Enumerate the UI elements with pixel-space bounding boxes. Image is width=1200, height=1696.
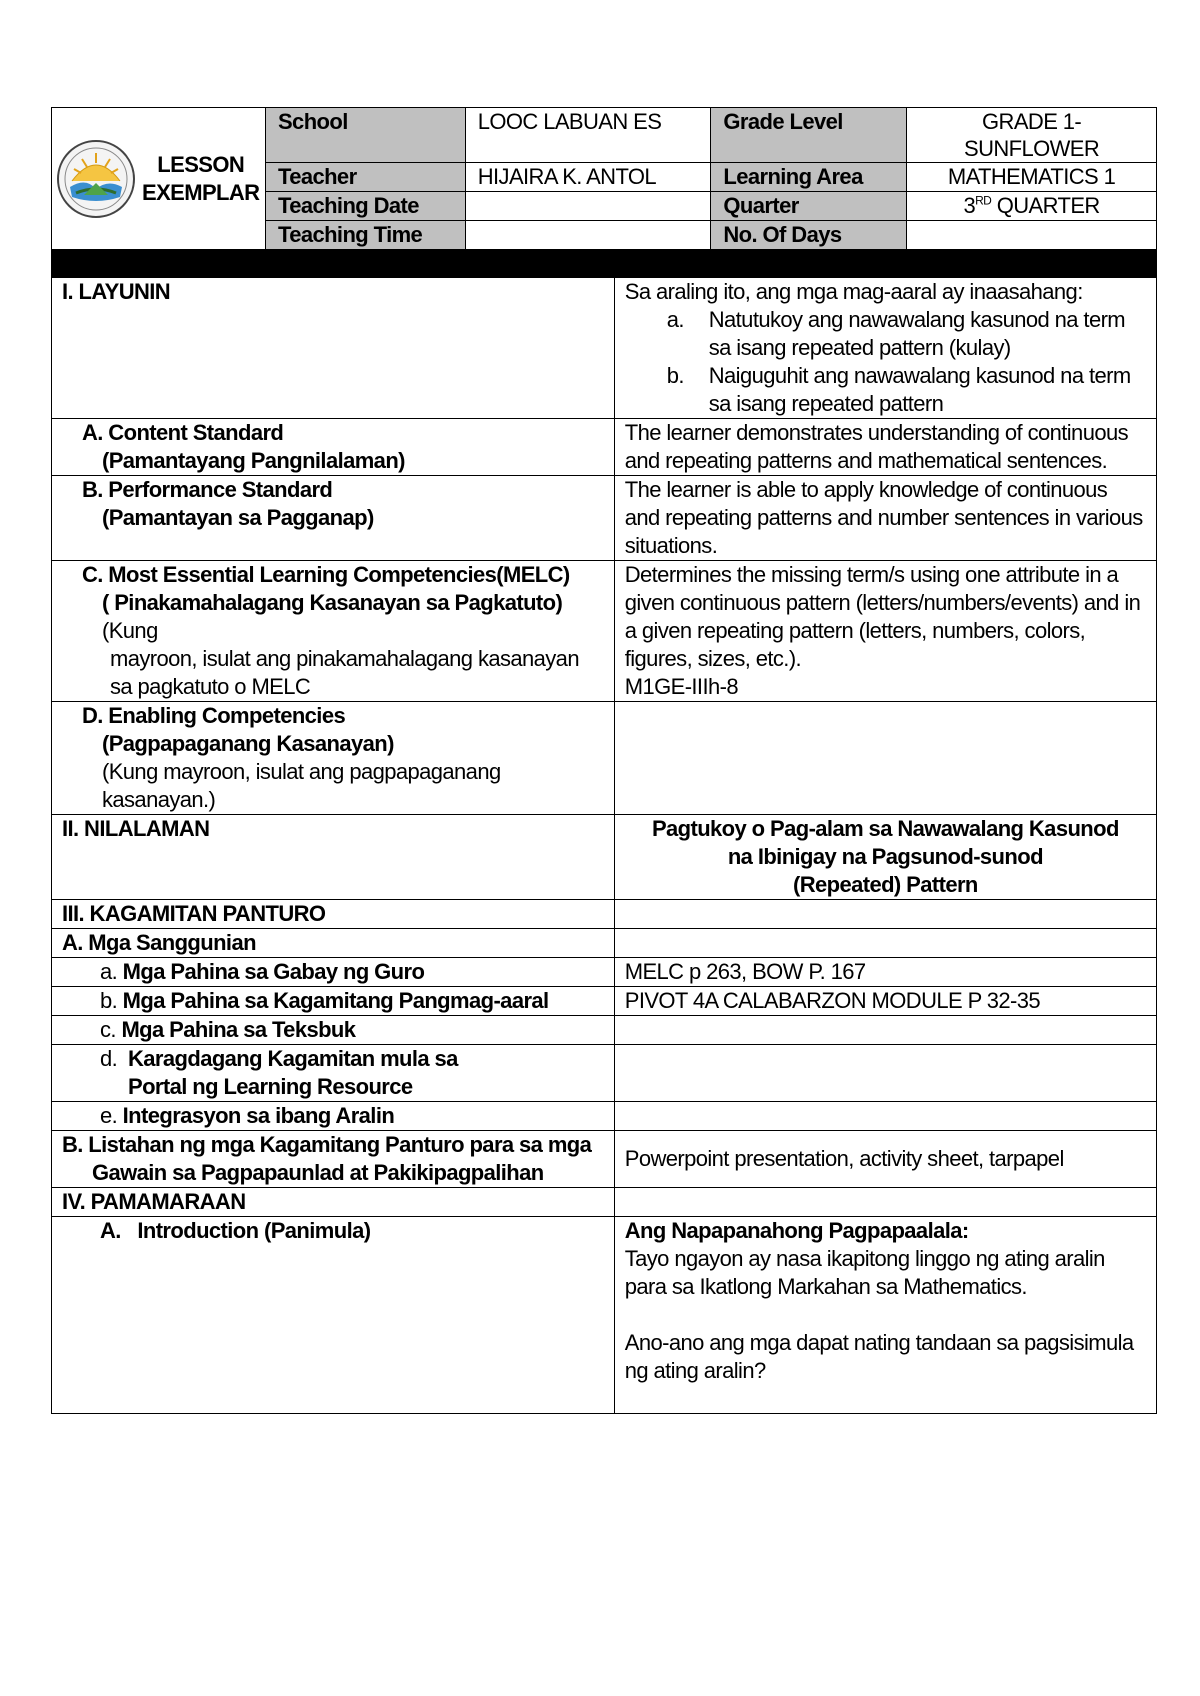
grade-level-label: Grade Level (711, 108, 907, 163)
performance-standard-value: The learner is able to apply knowledge of continuous and repeating patterns and number sentences in various situations. (614, 476, 1156, 561)
enabling-value (614, 702, 1156, 815)
resource-label (52, 1016, 615, 1045)
label-line: B. Listahan ng mga Kagamitang Panturo para sa mga (62, 1132, 592, 1157)
teaching-time-value (465, 221, 711, 250)
title-line1: LESSON (157, 151, 245, 177)
layunin-row (52, 278, 1157, 419)
label-line: (Pagpapaganang Kasanayan) (102, 731, 394, 756)
learning-area-label: Learning Area (711, 163, 907, 192)
kagamitan-row (52, 900, 1157, 929)
label-line: (Pamantayan sa Pagganap) (102, 505, 374, 530)
melc-label-bold: ( Pinakamahalagang Kasanayan sa Pagkatuto) (102, 590, 563, 615)
nilalaman-label: II. NILALAMAN (52, 815, 615, 900)
sanggunian-label: A. Mga Sanggunian (52, 929, 615, 958)
melc-code: M1GE-IIIh-8 (624, 674, 738, 699)
label-line: mayroon, isulat ang pinakamahalagang kasanayan sa pagkatuto o MELC (110, 646, 579, 699)
lesson-table (51, 250, 1157, 1414)
layunin-intro: Sa araling ito, ang mga mag-aaral ay inaasahang: (624, 279, 1083, 304)
layunin-value (614, 278, 1156, 419)
performance-standard-row (52, 476, 1157, 561)
learning-area-value: MATHEMATICS 1 (907, 163, 1157, 192)
label-line: A. Content Standard (82, 420, 284, 445)
kagamitan-label: III. KAGAMITAN PANTURO (52, 900, 615, 929)
teacher-value: HIJAIRA K. ANTOL (465, 163, 711, 192)
listahan-value: Powerpoint presentation, activity sheet, tarpapel (614, 1131, 1156, 1188)
introduction-row (52, 1217, 1157, 1414)
table-row (52, 1016, 1157, 1045)
melc-row (52, 561, 1157, 702)
nilalaman-row (52, 815, 1157, 900)
table-row (52, 1045, 1157, 1102)
list-marker: a. (666, 307, 684, 332)
resource-label (52, 987, 615, 1016)
label-line: D. Enabling Competencies (82, 703, 346, 728)
label-line: (Pamantayang Pangnilalaman) (102, 448, 405, 473)
resource-marker: a. (100, 959, 118, 984)
quarter-word: QUARTER (991, 193, 1100, 218)
resource-label (52, 1102, 615, 1131)
quarter-value (907, 192, 1157, 221)
listahan-row (52, 1131, 1157, 1188)
content-standard-row (52, 419, 1157, 476)
nilalaman-line: Pagtukoy o Pag-alam sa Nawawalang Kasunod (651, 816, 1119, 841)
no-of-days-label: No. Of Days (711, 221, 907, 250)
intro-marker: A. (100, 1218, 121, 1243)
intro-text: Introduction (Panimula) (137, 1218, 371, 1243)
resource-value (614, 1016, 1156, 1045)
resource-text: Mga Pahina sa Teksbuk (121, 1017, 356, 1042)
quarter-suffix: RD (975, 193, 992, 208)
label-line: C. Most Essential Learning Competencies(MELC) (82, 562, 570, 587)
melc-label-normal: (Kung (102, 618, 158, 643)
label-line (62, 589, 604, 645)
resource-text: Mga Pahina sa Gabay ng Guro (122, 959, 425, 984)
label-line: B. Performance Standard (82, 477, 333, 502)
sanggunian-row (52, 929, 1157, 958)
intro-heading: Ang Napapanahong Pagpapaalala: (624, 1218, 969, 1243)
nilalaman-line: (Repeated) Pattern (792, 872, 978, 897)
grade-level-value: GRADE 1-SUNFLOWER (907, 108, 1157, 163)
list-text: Naiguguhit ang nawawalang kasunod na term sa isang repeated pattern (708, 363, 1131, 416)
nilalaman-value (614, 815, 1156, 900)
resource-marker: d. (100, 1046, 118, 1071)
nilalaman-line: na Ibinigay na Pagsunod-sunod (727, 844, 1043, 869)
pamamaraan-row (52, 1188, 1157, 1217)
performance-standard-label (52, 476, 615, 561)
content-standard-value: The learner demonstrates understanding of continuous and repeating patterns and mathematical sentences. (614, 419, 1156, 476)
list-item (666, 306, 1146, 362)
teacher-label: Teacher (265, 163, 465, 192)
resource-marker: c. (100, 1017, 116, 1042)
resource-label (52, 958, 615, 987)
header-bar (52, 251, 1157, 278)
layunin-label: I. LAYUNIN (52, 278, 615, 419)
deped-logo-icon (56, 139, 136, 219)
title-line2: EXEMPLAR (142, 179, 260, 205)
resource-value: PIVOT 4A CALABARZON MODULE P 32-35 (614, 987, 1156, 1016)
intro-paragraph: Tayo ngayon ay nasa ikapitong linggo ng ating aralin para sa Ikatlong Markahan sa Mathematics. (624, 1246, 1105, 1299)
quarter-number: 3 (963, 193, 976, 218)
header-table (51, 107, 1157, 250)
resource-value (614, 1045, 1156, 1102)
resource-label (52, 1045, 615, 1102)
table-row (52, 987, 1157, 1016)
layunin-list (625, 306, 1146, 418)
enabling-label (52, 702, 615, 815)
resource-marker: b. (100, 988, 118, 1013)
quarter-label: Quarter (711, 192, 907, 221)
teaching-time-label: Teaching Time (265, 221, 465, 250)
school-value: LOOC LABUAN ES (465, 108, 711, 163)
content-standard-label (52, 419, 615, 476)
table-row (52, 1102, 1157, 1131)
school-label: School (265, 108, 465, 163)
intro-paragraph: Ano-ano ang mga dapat nating tandaan sa pagsisimula ng ating aralin? (624, 1330, 1134, 1383)
header-row (52, 108, 1157, 163)
label-line: (Kung mayroon, isulat ang pagpapaganang kasanayan.) (102, 759, 501, 812)
listahan-label (52, 1131, 615, 1188)
label-line: Gawain sa Pagpapaunlad at Pakikipagpalihan (92, 1160, 544, 1185)
resource-text: Mga Pahina sa Kagamitang Pangmag-aaral (122, 988, 549, 1013)
lesson-exemplar-cell (52, 108, 266, 250)
resource-text: Karagdagang Kagamitan mula sa Portal ng Learning Resource (128, 1046, 458, 1099)
list-text: Natutukoy ang nawawalang kasunod na term sa isang repeated pattern (kulay) (708, 307, 1126, 360)
introduction-label (52, 1217, 615, 1414)
enabling-row (52, 702, 1157, 815)
introduction-value (614, 1217, 1156, 1414)
no-of-days-value (907, 221, 1157, 250)
teaching-date-label: Teaching Date (265, 192, 465, 221)
resource-value: MELC p 263, BOW P. 167 (614, 958, 1156, 987)
resource-value (614, 1102, 1156, 1131)
lesson-exemplar-title (142, 151, 259, 207)
teaching-date-value (465, 192, 711, 221)
resource-marker: e. (100, 1103, 118, 1128)
list-item (666, 362, 1146, 418)
melc-label (52, 561, 615, 702)
melc-text: Determines the missing term/s using one attribute in a given continuous pattern (letters/numbers/events) and in a given repeating pattern (letters, numbers, colors, figures, sizes, etc.). (624, 562, 1141, 671)
list-marker: b. (666, 363, 684, 388)
melc-value (614, 561, 1156, 702)
resource-text: Integrasyon sa ibang Aralin (122, 1103, 395, 1128)
pamamaraan-label: IV. PAMAMARAAN (52, 1188, 615, 1217)
table-row (52, 958, 1157, 987)
